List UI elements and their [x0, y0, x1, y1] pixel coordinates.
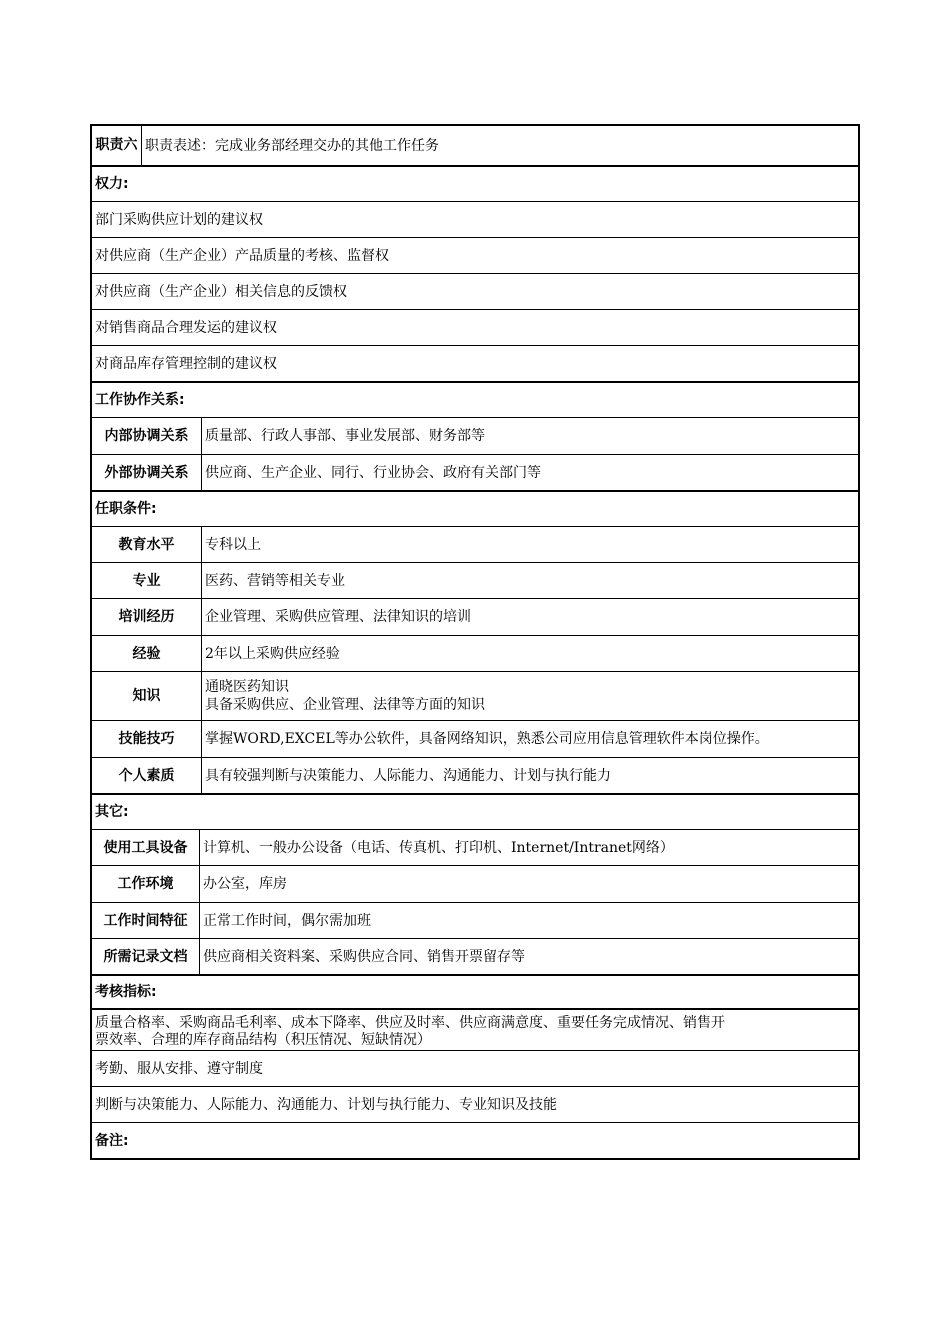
internal-label: 内部协调关系 [92, 418, 202, 454]
knowledge-line: 具备采购供应、企业管理、法律等方面的知识 [205, 697, 485, 713]
duty-text: 职责表述：完成业务部经理交办的其他工作任务 [145, 137, 439, 154]
experience-label: 经验 [92, 636, 202, 671]
authority-section [92, 165, 858, 201]
knowledge-value [202, 672, 858, 720]
relation-row-internal [92, 417, 858, 454]
assessment-item-text: 判断与决策能力、人际能力、沟通能力、计划与执行能力、专业知识及技能 [95, 1096, 557, 1113]
authority-item [92, 237, 858, 273]
duty-label: 职责六 [92, 126, 142, 165]
authority-item [92, 345, 858, 381]
internal-value: 质量部、行政人事部、事业发展部、财务部等 [205, 428, 485, 444]
hours-value: 正常工作时间，偶尔需加班 [203, 912, 371, 929]
knowledge-row [92, 671, 858, 720]
records-row [92, 938, 858, 974]
hours-label: 工作时间特征 [92, 903, 200, 938]
skills-row [92, 720, 858, 757]
authority-item-text: 对供应商（生产企业）产品质量的考核、监督权 [95, 247, 389, 264]
experience-value: 2年以上采购供应经验 [205, 645, 340, 662]
personal-label: 个人素质 [92, 758, 202, 793]
external-label: 外部协调关系 [92, 455, 202, 490]
tools-label: 使用工具设备 [92, 830, 200, 865]
external-value: 供应商、生产企业、同行、行业协会、政府有关部门等 [205, 464, 541, 481]
assessment-heading: 考核指标: [95, 984, 157, 1000]
authority-item [92, 309, 858, 345]
remarks-section [92, 1122, 858, 1158]
authority-item-text: 部门采购供应计划的建议权 [95, 211, 263, 228]
records-label: 所需记录文档 [92, 939, 200, 974]
knowledge-line: 通晓医药知识 [205, 679, 289, 695]
qualifications-heading: 任职条件: [95, 501, 157, 517]
personal-row [92, 757, 858, 793]
knowledge-label: 知识 [92, 672, 202, 720]
major-value: 医药、营销等相关专业 [205, 572, 345, 589]
skills-value: 掌握WORD,EXCEL等办公软件，具备网络知识，熟悉公司应用信息管理软件本岗位操作。 [205, 731, 769, 747]
education-label: 教育水平 [92, 527, 202, 562]
relation-row-external [92, 454, 858, 490]
qualifications-section [92, 490, 858, 526]
relations-heading: 工作协作关系: [95, 392, 185, 408]
authority-item-text: 对销售商品合理发运的建议权 [95, 319, 277, 336]
authority-heading: 权力: [95, 176, 129, 192]
duty-row [92, 126, 858, 165]
personal-value: 具有较强判断与决策能力、人际能力、沟通能力、计划与执行能力 [205, 767, 611, 784]
assessment-item-text [92, 1010, 858, 1050]
training-row [92, 598, 858, 635]
education-row [92, 526, 858, 562]
assessment-item [92, 1008, 858, 1050]
education-value: 专科以上 [205, 536, 261, 553]
tools-value: 计算机、一般办公设备（电话、传真机、打印机、Internet/Intranet网络） [203, 839, 674, 856]
major-label: 专业 [92, 563, 202, 598]
relations-section [92, 381, 858, 417]
major-row [92, 562, 858, 598]
assessment-item-text: 考勤、服从安排、遵守制度 [95, 1060, 263, 1077]
hours-row [92, 902, 858, 938]
assessment-item [92, 1086, 858, 1122]
training-value: 企业管理、采购供应管理、法律知识的培训 [205, 609, 471, 625]
environment-value: 办公室，库房 [203, 876, 287, 892]
environment-row [92, 865, 858, 902]
assessment-section [92, 974, 858, 1008]
experience-row [92, 635, 858, 671]
records-value: 供应商相关资料案、采购供应合同、销售开票留存等 [203, 948, 525, 965]
authority-item-text: 对商品库存管理控制的建议权 [95, 355, 277, 372]
environment-label: 工作环境 [92, 866, 200, 902]
other-heading: 其它: [95, 804, 129, 820]
job-description-table [90, 124, 860, 1160]
other-section [92, 793, 858, 829]
authority-item-text: 对供应商（生产企业）相关信息的反馈权 [95, 283, 347, 300]
assessment-line: 票效率、合理的库存商品结构（积压情况、短缺情况） [95, 1032, 431, 1048]
authority-item [92, 201, 858, 237]
assessment-line: 质量合格率、采购商品毛利率、成本下降率、供应及时率、供应商满意度、重要任务完成情况、销售开 [95, 1015, 725, 1031]
remarks-heading: 备注: [95, 1132, 129, 1149]
skills-label: 技能技巧 [92, 721, 202, 757]
training-label: 培训经历 [92, 599, 202, 635]
assessment-item [92, 1050, 858, 1086]
authority-item [92, 273, 858, 309]
tools-row [92, 829, 858, 865]
